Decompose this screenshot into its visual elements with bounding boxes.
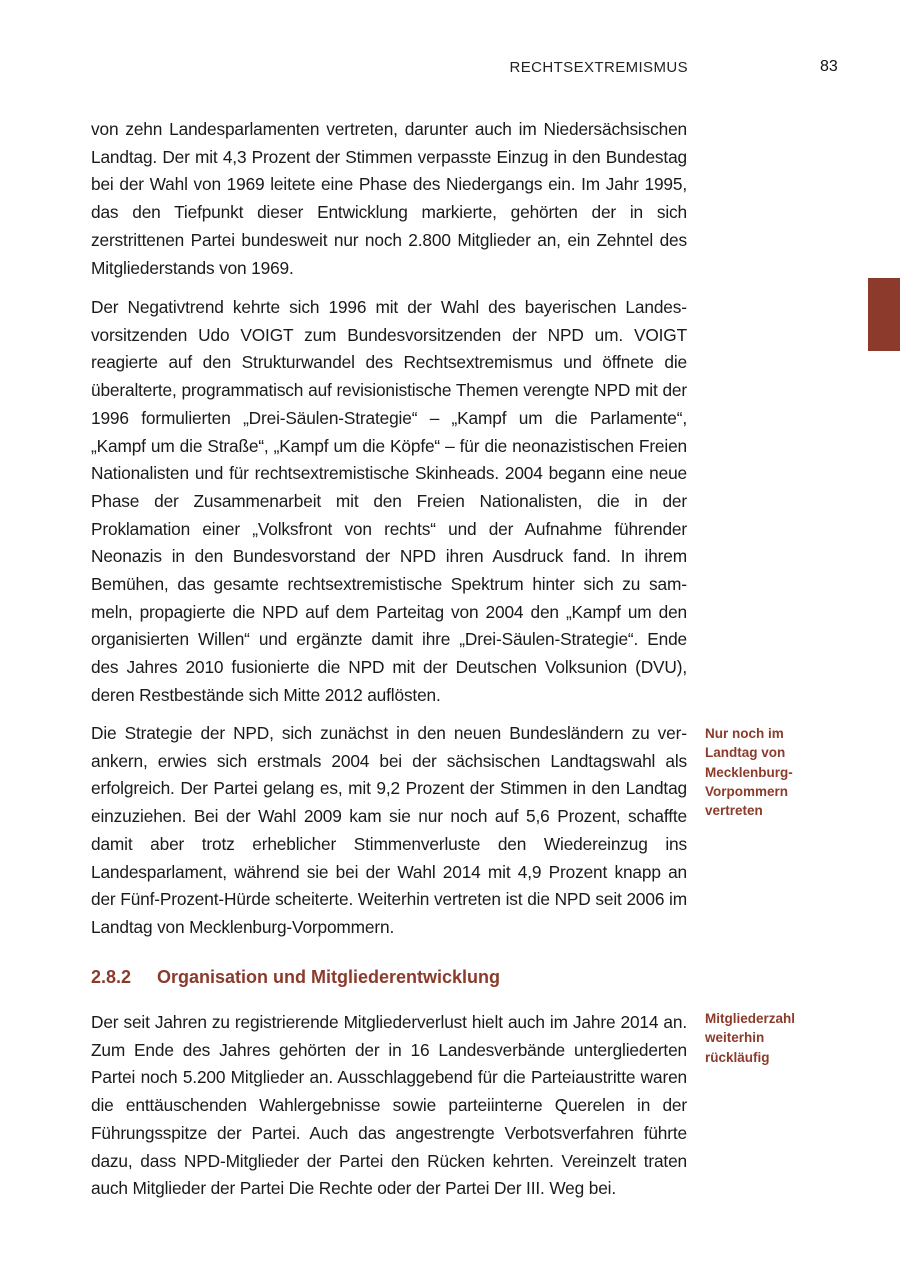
margin-note-mitgliederzahl: Mitgliederzahl weiterhin rückläufig (705, 1011, 796, 1065)
body-paragraph-1: von zehn Landesparlamenten vertreten, darunter auch im Niedersächsischen Landtag. Der mit 4,3 Prozent der Stimmen verpasste Einzug in den Bundestag bei der Wahl von 1969 leitete eine Phase des Niedergangs ein. Im Jahr 1995, das den Tiefpunkt dieser Entwicklung markierte, gehörten der in sich zerstrittenen Partei bundesweit nur noch 2.800 Mitglieder an, ein Zehntel des Mitgliederstands von 1969. (91, 119, 687, 278)
section-number: 2.8.2 (91, 967, 132, 987)
running-header-title: RECHTSEXTREMISMUS (509, 59, 688, 76)
margin-note-landtag: Nur noch im Landtag von Mecklenburg-Vorpommern vertreten (705, 726, 793, 819)
body-paragraph-2: Der Negativtrend kehrte sich 1996 mit der Wahl des bayerischen Landesvorsitzenden Udo VOIGT zum Bundesvorsitzenden der NPD um. VOIGT reagierte auf den Strukturwandel des Rechtsextremismus und öffnete die überalterte, programmatisch auf revisionistische Themen verengte NPD mit der 1996 formulierten „Drei-Säulen-Strategie“ – „Kampf um die Parlamente“, „Kampf um die Straße“, „Kampf um die Köpfe“ – für die neonazistischen Freien Nationalisten und für rechtsextremistische Skinheads. 2004 begann eine neue Phase der Zusammenarbeit mit den Freien Nationalisten, die in der Proklamation einer „Volksfront von rechts“ und der Aufnahme führender Neonazis in den Bundesvorstand der NPD ihren Ausdruck fand. In ihrem Bemühen, das gesamte rechtsextremistische Spektrum hinter sich zu sammeln, propagierte die NPD auf dem Parteitag von 2004 den „Kampf um den organisierten Willen“ und ergänzte damit ihre „Drei-Säulen-Strategie“. Ende des Jahres 2010 fusionierte die NPD mit der Deutschen Volksunion (DVU), deren Restbestände sich Mitte 2012 auflösten. (91, 297, 687, 705)
section-heading (91, 967, 500, 988)
page-number: 83 (820, 58, 838, 75)
body-paragraph-3: Die Strategie der NPD, sich zunächst in den neuen Bundesländern zu verankern, erwies sich erstmals 2004 bei der sächsischen Landtagswahl als erfolgreich. Der Partei gelang es, mit 9,2 Prozent der Stimmen in den Landtag einzuziehen. Bei der Wahl 2009 kam sie nur noch auf 5,6 Prozent, schaffte damit aber trotz erheblicher Stimmenverluste den Wiedereinzug ins Landesparlament, während sie bei der Wahl 2014 mit 4,9 Prozent knapp an der Fünf-Prozent-Hürde scheiterte. Weiterhin vertreten ist die NPD seit 2006 im Landtag von Mecklenburg-Vorpommern. (91, 723, 687, 937)
chapter-thumb-tab (868, 278, 900, 351)
section-title: Organisation und Mitgliederentwicklung (157, 967, 501, 987)
body-paragraph-4: Der seit Jahren zu registrierende Mitgliederverlust hielt auch im Jahre 2014 an. Zum Ende des Jahres gehörten der in 16 Landesverbände untergliederten Partei noch 5.200 Mitglieder an. Ausschlaggebend für die Parteiaustritte waren die enttäuschenden Wahlergebnisse sowie parteiinterne Querelen in der Führungsspitze der Partei. Auch das angestrengte Verbotsverfahren führte dazu, dass NPD-Mitglieder der Partei den Rücken kehrten. Vereinzelt traten auch Mitglieder der Partei Die Rechte oder der Partei Der III. Weg bei. (91, 1012, 687, 1199)
